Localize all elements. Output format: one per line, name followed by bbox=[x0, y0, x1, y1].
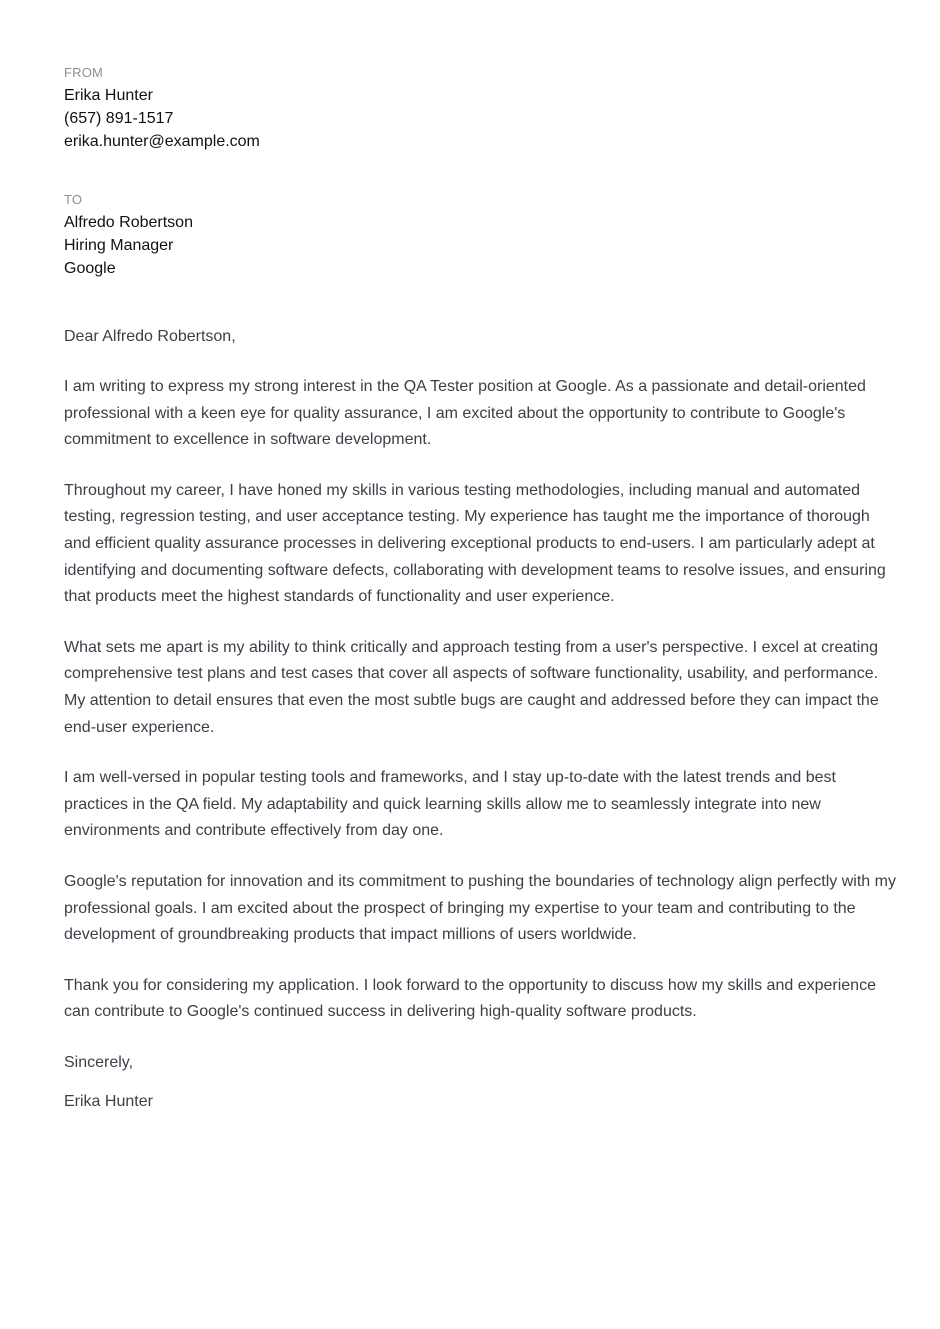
recipient-title: Hiring Manager bbox=[64, 237, 174, 254]
recipient-company: Google bbox=[64, 260, 116, 277]
recipient-block bbox=[64, 191, 896, 280]
recipient-name: Alfredo Robertson bbox=[64, 214, 193, 231]
paragraph-5: Google's reputation for innovation and its commitment to pushing the boundaries of technology align perfectly with my professional goals. I am excited about the prospect of bringing my expertise to your team and contributing to the development of groundbreaking products that impact millions of users worldwide. bbox=[64, 872, 896, 944]
closing: Sincerely, bbox=[64, 1053, 134, 1071]
sender-phone: (657) 891-1517 bbox=[64, 110, 174, 127]
paragraph-6: Thank you for considering my application. I look forward to the opportunity to discuss how my skills and experience can contribute to Google's continued success in delivering high-quality software products. bbox=[64, 976, 876, 1021]
sender-block bbox=[64, 84, 896, 153]
paragraph-2: Throughout my career, I have honed my skills in various testing methodologies, including manual and automated testing, regression testing, and user acceptance testing. My experience has taught me the importance of thorough and efficient quality assurance processes in delivering exceptional products to end-users. I am particularly adept at identifying and documenting software defects, collaborating with development teams to resolve issues, and ensuring that products meet the highest standards of functionality and user experience. bbox=[64, 481, 886, 606]
signature: Erika Hunter bbox=[64, 1092, 153, 1110]
sender-email: erika.hunter@example.com bbox=[64, 133, 260, 150]
paragraph-4: I am well-versed in popular testing tools and frameworks, and I stay up-to-date with the latest trends and best practices in the QA field. My adaptability and quick learning skills allow me to seamlessly integrate into new environments and contribute effectively from day one. bbox=[64, 769, 836, 840]
paragraph-1: I am writing to express my strong interest in the QA Tester position at Google. As a passionate and detail-oriented professional with a keen eye for quality assurance, I am excited about the opportunity to contribute to Google's commitment to excellence in software development. bbox=[64, 378, 866, 449]
from-label: FROM bbox=[64, 65, 104, 80]
paragraph-3: What sets me apart is my ability to think critically and approach testing from a user's perspective. I excel at creating comprehensive test plans and test cases that cover all aspects of software functionality, usability, and performance. My attention to detail ensures that even the most subtle bugs are caught and addressed before they can impact the end-user experience. bbox=[64, 638, 879, 736]
greeting: Dear Alfredo Robertson, bbox=[64, 328, 236, 345]
to-label: TO bbox=[64, 192, 83, 207]
sender-name: Erika Hunter bbox=[64, 87, 153, 104]
